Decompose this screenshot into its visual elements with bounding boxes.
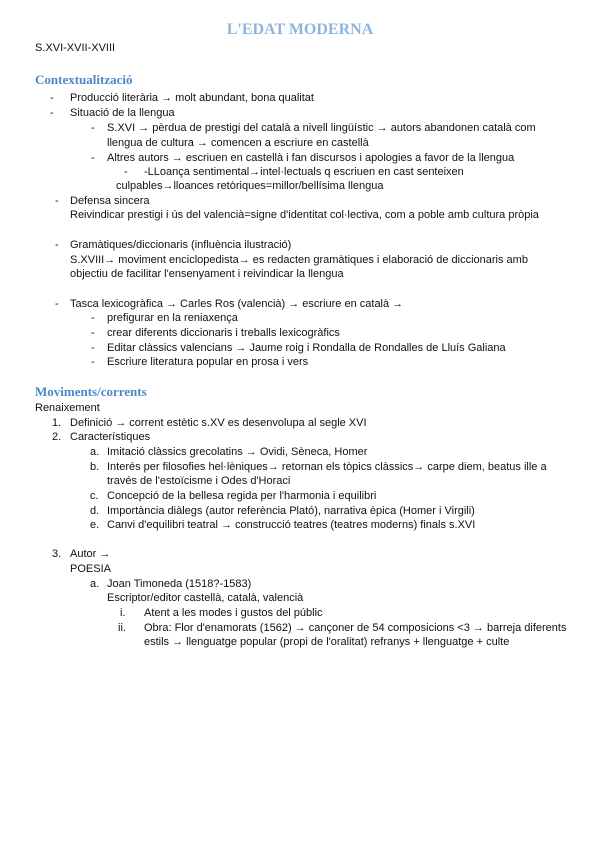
letter-marker: c. bbox=[90, 490, 99, 502]
list-item: Importància diàlegs (autor referència Plató), narrativa èpica (Homer i Virgili) bbox=[107, 505, 475, 517]
bullet: - bbox=[91, 312, 95, 324]
list-item: Tasca lexicogràfica → Carles Ros (valencià) → escriure en català → bbox=[70, 298, 404, 310]
page-title: L'EDAT MODERNA bbox=[226, 21, 374, 38]
list-item: Obra: Flor d'enamorats (1562) → cançoner de 54 composicions <3 → barreja diferents bbox=[144, 622, 567, 634]
list-item: Concepció de la bellesa regida per l'harmonia i equilibri bbox=[107, 490, 377, 502]
subheading: Renaixement bbox=[35, 402, 100, 414]
list-item-cont: Escriptor/editor castellà, català, valencià bbox=[107, 592, 304, 604]
list-item: Autor → bbox=[70, 548, 111, 560]
number-marker: 1. bbox=[52, 417, 62, 429]
number-marker: 2. bbox=[52, 431, 62, 443]
bullet: - bbox=[91, 356, 95, 368]
number-marker: 3. bbox=[52, 548, 62, 560]
bullet: - bbox=[91, 122, 95, 134]
bullet: - bbox=[91, 342, 95, 354]
list-item: Joan Timoneda (1518?-1583) bbox=[107, 578, 252, 590]
list-item: crear diferents diccionaris i treballs lexicogràfics bbox=[107, 327, 340, 339]
bullet: - bbox=[91, 327, 95, 339]
list-item-cont: POESIA bbox=[70, 563, 111, 575]
list-item: Atent a les modes i gustos del públic bbox=[144, 607, 323, 619]
bullet: - bbox=[91, 152, 95, 164]
letter-marker: e. bbox=[90, 519, 100, 531]
section-heading-movements: Moviments/corrents bbox=[35, 384, 147, 399]
list-item-cont: S.XVIII→ moviment enciclopedista→ es redacten gramàtiques i elaboració de diccionaris amb bbox=[70, 254, 528, 266]
letter-marker: d. bbox=[90, 505, 100, 517]
list-item: Editar clàssics valencians → Jaume roig i Rondalla de Rondalles de Lluís Galiana bbox=[107, 342, 506, 354]
section-heading-context: Contextualització bbox=[35, 72, 133, 87]
roman-marker: ii. bbox=[118, 622, 126, 634]
list-item: Defensa sincera bbox=[70, 195, 150, 207]
subtitle: S.XVI-XVII-XVIII bbox=[35, 42, 116, 54]
list-item-cont: llengua de cultura → comencen a escriure en castellà bbox=[107, 137, 369, 149]
bullet: - bbox=[50, 92, 54, 104]
list-item: -LLoança sentimental→intel·lectuals q escriuen en cast senteixen bbox=[144, 166, 464, 178]
bullet: - bbox=[55, 298, 59, 310]
list-item-cont: Reivindicar prestigi i ús del valencià=signe d'identitat col·lectiva, com a poble amb cultura pròpia bbox=[70, 209, 539, 221]
list-item: Producció literària → molt abundant, bona qualitat bbox=[70, 92, 314, 104]
letter-marker: a. bbox=[90, 578, 100, 590]
roman-marker: i. bbox=[120, 607, 126, 619]
list-item: prefigurar en la reniaxença bbox=[107, 312, 238, 324]
list-item: Interés per filosofies hel·lèniques→ retornan els tòpics clàssics→ carpe diem, beatus ille a bbox=[107, 461, 547, 473]
list-item: Definició → corrent estètic s.XV es desenvolupa al segle XVI bbox=[70, 417, 367, 429]
list-item: Característiques bbox=[70, 431, 151, 443]
list-item: Imitació clàssics grecolatins → Ovidi, Sèneca, Homer bbox=[107, 446, 368, 458]
bullet: - bbox=[124, 166, 128, 178]
list-item-cont: través de l'estoïcisme i Odes d'Horaci bbox=[107, 475, 291, 487]
bullet: - bbox=[55, 195, 59, 207]
list-item-cont: estils → llenguatge popular (propi de l'oralitat) refranys + llenguatge + culte bbox=[144, 636, 510, 648]
letter-marker: b. bbox=[90, 461, 100, 473]
list-item: S.XVI → pèrdua de prestigi del català a nivell lingüístic → autors abandonen català com bbox=[107, 122, 536, 134]
letter-marker: a. bbox=[90, 446, 100, 458]
bullet: - bbox=[55, 239, 59, 251]
list-item-cont: objectiu de facilitar l'ensenyament i reivindicar la llengua bbox=[70, 268, 344, 280]
list-item: Gramàtiques/diccionaris (influència ilustració) bbox=[70, 239, 292, 251]
list-item: Escriure literatura popular en prosa i vers bbox=[107, 356, 309, 368]
list-item: Canvi d'equilibri teatral → construcció teatres (teatres moderns) finals s.XVI bbox=[107, 519, 476, 531]
bullet: - bbox=[50, 107, 54, 119]
list-item-cont: culpables→lloances retòriques=millor/bellísima llengua bbox=[116, 180, 384, 192]
list-item: Altres autors → escriuen en castellà i fan discursos i apologies a favor de la llengua bbox=[107, 152, 515, 164]
list-item: Situació de la llengua bbox=[70, 107, 175, 119]
